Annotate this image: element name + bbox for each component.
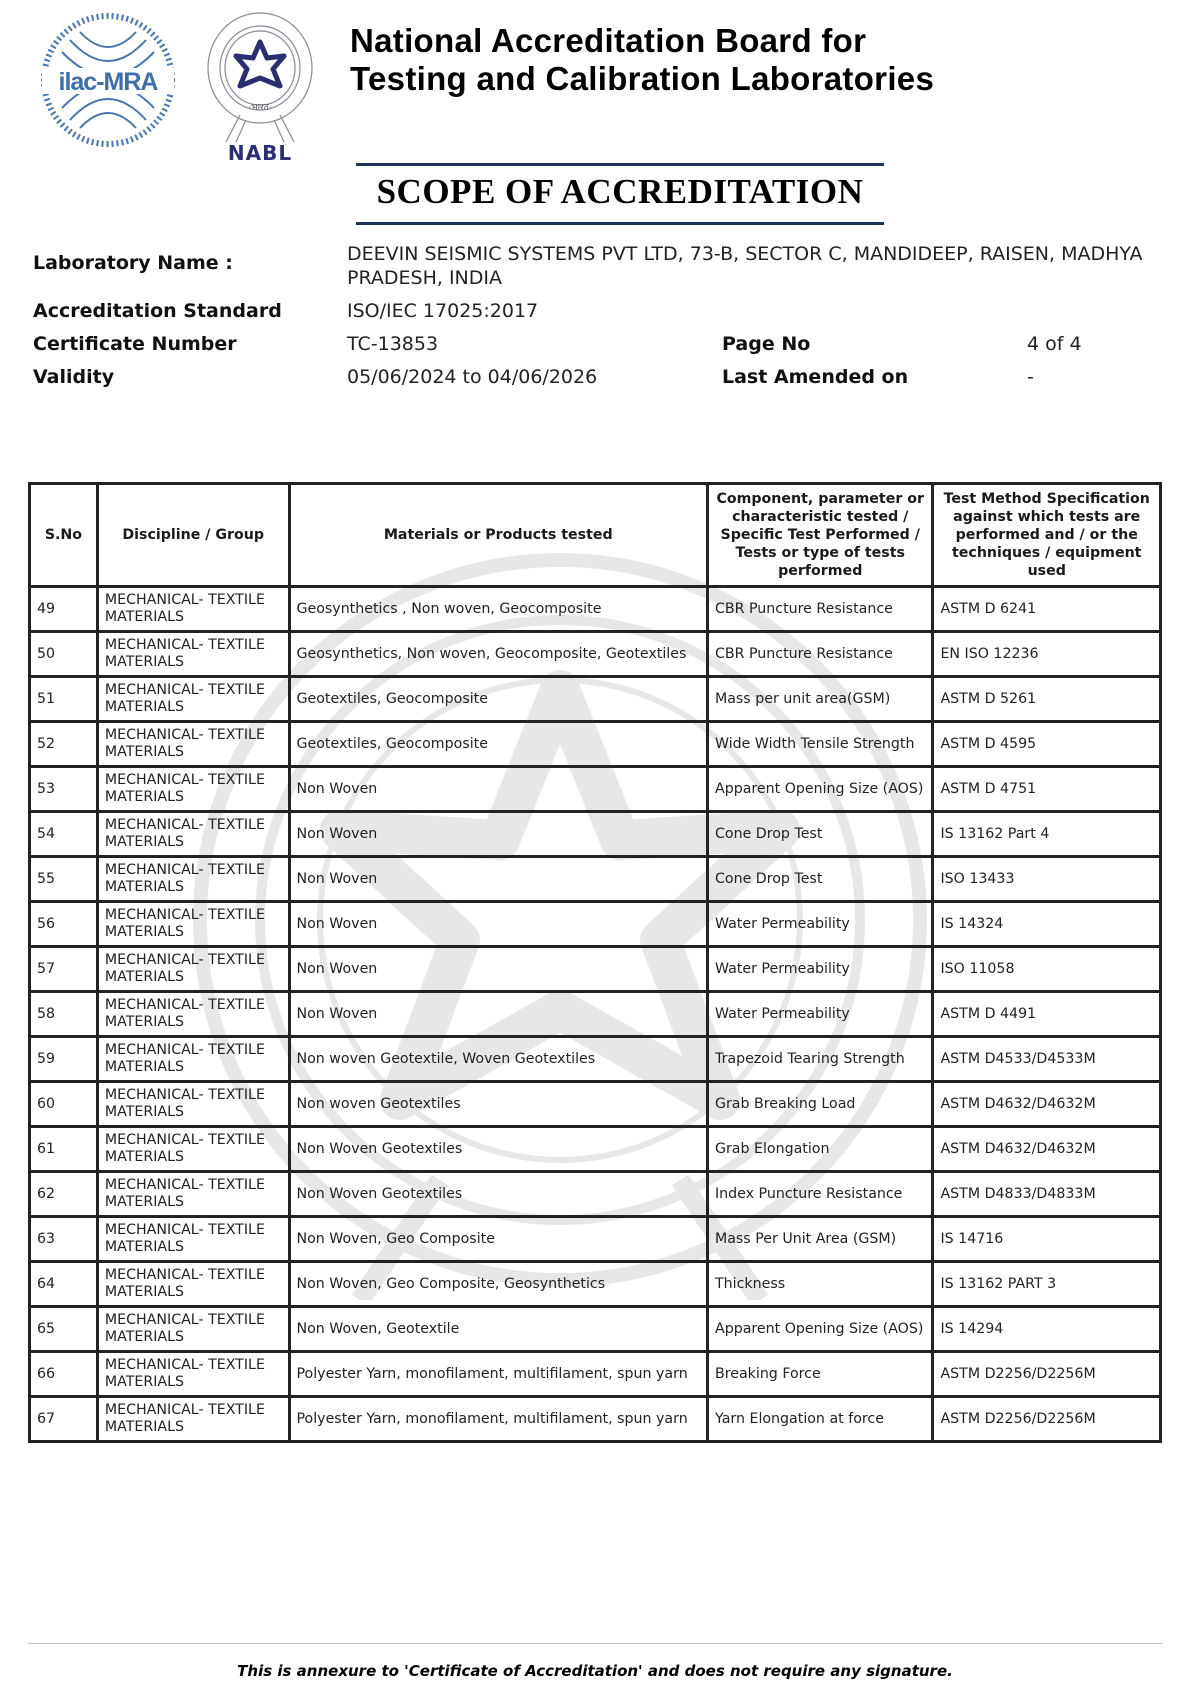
organization-title (350, 22, 934, 98)
validity-label: Validity (33, 366, 115, 388)
standard-value: ISO/IEC 17025:2017 (347, 300, 539, 322)
cell-sno: 50 (30, 632, 98, 677)
table-row (30, 722, 1161, 767)
lab-name-line-2: PRADESH, INDIA (347, 267, 502, 289)
standard-label: Accreditation Standard (33, 300, 282, 322)
lab-name-label: Laboratory Name : (33, 252, 233, 274)
cell-test-method: IS 14294 (933, 1307, 1161, 1352)
header-discipline: Discipline / Group (97, 484, 289, 587)
cell-sno: 49 (30, 587, 98, 632)
cell-materials: Geotextiles, Geocomposite (289, 722, 707, 767)
organization-title-line-2: Testing and Calibration Laboratories (350, 60, 935, 97)
table-row (30, 857, 1161, 902)
cell-materials: Non Woven, Geotextile (289, 1307, 707, 1352)
cell-test-method: ISO 11058 (933, 947, 1161, 992)
table-row (30, 767, 1161, 812)
cell-sno: 67 (30, 1397, 98, 1442)
cell-materials: Non woven Geotextiles (289, 1082, 707, 1127)
cell-sno: 57 (30, 947, 98, 992)
cell-sno: 52 (30, 722, 98, 767)
header-test-method: Test Method Specification against which tests are performed and / or the techniques / equipment used (933, 484, 1161, 587)
cell-materials: Non Woven, Geo Composite, Geosynthetics (289, 1262, 707, 1307)
cell-discipline: MECHANICAL- TEXTILE MATERIALS (97, 947, 289, 992)
nabl-logo-text: NABL (227, 141, 293, 165)
table-body (30, 587, 1161, 1442)
cell-materials: Non Woven (289, 857, 707, 902)
organization-title-line-1: National Accreditation Board for (350, 22, 867, 59)
ilac-mra-logo-text: ilac-MRA (58, 68, 158, 96)
cell-test-method: ISO 13433 (933, 857, 1161, 902)
header-sno: S.No (30, 484, 98, 587)
cell-sno: 64 (30, 1262, 98, 1307)
cell-sno: 51 (30, 677, 98, 722)
nabl-logo-inner-text: ·भारत· (248, 103, 272, 113)
cell-discipline: MECHANICAL- TEXTILE MATERIALS (97, 1082, 289, 1127)
cell-materials: Geosynthetics, Non woven, Geocomposite, Geotextiles (289, 632, 707, 677)
nabl-star-icon (236, 42, 284, 86)
cell-materials: Non Woven Geotextiles (289, 1127, 707, 1172)
cell-component: Water Permeability (707, 947, 932, 992)
cell-materials: Geotextiles, Geocomposite (289, 677, 707, 722)
cell-component: Thickness (707, 1262, 932, 1307)
cell-component: Apparent Opening Size (AOS) (707, 767, 932, 812)
page-number-label: Page No (722, 333, 811, 355)
cell-component: Mass Per Unit Area (GSM) (707, 1217, 932, 1262)
cell-test-method: ASTM D 6241 (933, 587, 1161, 632)
table-row (30, 947, 1161, 992)
cell-component: Wide Width Tensile Strength (707, 722, 932, 767)
table-row (30, 902, 1161, 947)
cell-materials: Non Woven Geotextiles (289, 1172, 707, 1217)
cell-discipline: MECHANICAL- TEXTILE MATERIALS (97, 1217, 289, 1262)
lab-name-line-1: DEEVIN SEISMIC SYSTEMS PVT LTD, 73-B, SECTOR C, MANDIDEEP, RAISEN, MADHYA (347, 243, 1143, 265)
cell-test-method: IS 14324 (933, 902, 1161, 947)
table-row (30, 1307, 1161, 1352)
cell-materials: Non woven Geotextile, Woven Geotextiles (289, 1037, 707, 1082)
cell-test-method: ASTM D4833/D4833M (933, 1172, 1161, 1217)
table-row (30, 1262, 1161, 1307)
cell-materials: Polyester Yarn, monofilament, multifilament, spun yarn (289, 1352, 707, 1397)
cell-sno: 58 (30, 992, 98, 1037)
cell-test-method: ASTM D2256/D2256M (933, 1352, 1161, 1397)
cell-sno: 63 (30, 1217, 98, 1262)
cell-test-method: ASTM D 4491 (933, 992, 1161, 1037)
validity-value: 05/06/2024 to 04/06/2026 (347, 366, 598, 388)
cell-test-method: ASTM D2256/D2256M (933, 1397, 1161, 1442)
table-row (30, 1397, 1161, 1442)
cell-sno: 54 (30, 812, 98, 857)
cell-test-method: EN ISO 12236 (933, 632, 1161, 677)
document-title: SCOPE OF ACCREDITATION (376, 172, 864, 211)
cell-test-method: ASTM D4632/D4632M (933, 1127, 1161, 1172)
cell-sno: 59 (30, 1037, 98, 1082)
table-row (30, 1352, 1161, 1397)
cell-discipline: MECHANICAL- TEXTILE MATERIALS (97, 767, 289, 812)
cell-component: Breaking Force (707, 1352, 932, 1397)
header-component: Component, parameter or characteristic tested / Specific Test Performed / Tests or type of tests performed (707, 484, 932, 587)
cell-sno: 65 (30, 1307, 98, 1352)
cell-materials: Non Woven, Geo Composite (289, 1217, 707, 1262)
cell-sno: 66 (30, 1352, 98, 1397)
cell-component: Grab Breaking Load (707, 1082, 932, 1127)
ilac-mra-logo (40, 12, 176, 148)
cell-materials: Non Woven (289, 902, 707, 947)
cell-test-method: IS 14716 (933, 1217, 1161, 1262)
cell-test-method: IS 13162 Part 4 (933, 812, 1161, 857)
cell-sno: 62 (30, 1172, 98, 1217)
table-row (30, 1127, 1161, 1172)
cell-test-method: ASTM D 4751 (933, 767, 1161, 812)
cell-sno: 61 (30, 1127, 98, 1172)
cell-component: CBR Puncture Resistance (707, 632, 932, 677)
cell-test-method: ASTM D4632/D4632M (933, 1082, 1161, 1127)
cell-test-method: ASTM D4533/D4533M (933, 1037, 1161, 1082)
cell-component: Cone Drop Test (707, 857, 932, 902)
table-row (30, 812, 1161, 857)
cell-sno: 55 (30, 857, 98, 902)
lab-name-value (347, 242, 1143, 290)
table-row (30, 1172, 1161, 1217)
cell-materials: Geosynthetics , Non woven, Geocomposite (289, 587, 707, 632)
table-row (30, 1217, 1161, 1262)
footer-note: This is annexure to 'Certificate of Accreditation' and does not require any signature. (237, 1662, 953, 1680)
cell-discipline: MECHANICAL- TEXTILE MATERIALS (97, 992, 289, 1037)
cell-discipline: MECHANICAL- TEXTILE MATERIALS (97, 1307, 289, 1352)
cell-component: Index Puncture Resistance (707, 1172, 932, 1217)
last-amended-label: Last Amended on (722, 366, 909, 388)
cell-component: CBR Puncture Resistance (707, 587, 932, 632)
cell-component: Cone Drop Test (707, 812, 932, 857)
cell-component: Mass per unit area(GSM) (707, 677, 932, 722)
cell-materials: Non Woven (289, 767, 707, 812)
cell-sno: 60 (30, 1082, 98, 1127)
cell-discipline: MECHANICAL- TEXTILE MATERIALS (97, 812, 289, 857)
last-amended-value: - (1027, 366, 1034, 388)
cell-discipline: MECHANICAL- TEXTILE MATERIALS (97, 902, 289, 947)
cell-materials: Non Woven (289, 947, 707, 992)
certificate-number-label: Certificate Number (33, 333, 237, 355)
cell-discipline: MECHANICAL- TEXTILE MATERIALS (97, 1127, 289, 1172)
cell-component: Yarn Elongation at force (707, 1397, 932, 1442)
cell-sno: 56 (30, 902, 98, 947)
cell-discipline: MECHANICAL- TEXTILE MATERIALS (97, 722, 289, 767)
table-row (30, 1037, 1161, 1082)
cell-materials: Non Woven (289, 812, 707, 857)
cell-component: Water Permeability (707, 902, 932, 947)
table-row (30, 587, 1161, 632)
table-row (30, 1082, 1161, 1127)
cell-discipline: MECHANICAL- TEXTILE MATERIALS (97, 587, 289, 632)
document-title-box (356, 163, 884, 225)
table-row (30, 992, 1161, 1037)
cell-discipline: MECHANICAL- TEXTILE MATERIALS (97, 632, 289, 677)
cell-test-method: IS 13162 PART 3 (933, 1262, 1161, 1307)
cell-test-method: ASTM D 4595 (933, 722, 1161, 767)
table-row (30, 632, 1161, 677)
cell-discipline: MECHANICAL- TEXTILE MATERIALS (97, 1397, 289, 1442)
footer-divider (28, 1643, 1162, 1644)
cell-component: Water Permeability (707, 992, 932, 1037)
cell-discipline: MECHANICAL- TEXTILE MATERIALS (97, 857, 289, 902)
cell-component: Grab Elongation (707, 1127, 932, 1172)
cell-test-method: ASTM D 5261 (933, 677, 1161, 722)
certificate-number-value: TC-13853 (347, 333, 439, 355)
cell-discipline: MECHANICAL- TEXTILE MATERIALS (97, 677, 289, 722)
page-number-value: 4 of 4 (1027, 333, 1082, 355)
header-materials: Materials or Products tested (289, 484, 707, 587)
cell-discipline: MECHANICAL- TEXTILE MATERIALS (97, 1262, 289, 1307)
cell-discipline: MECHANICAL- TEXTILE MATERIALS (97, 1172, 289, 1217)
table-row (30, 677, 1161, 722)
nabl-logo (200, 10, 320, 165)
cell-sno: 53 (30, 767, 98, 812)
cell-discipline: MECHANICAL- TEXTILE MATERIALS (97, 1352, 289, 1397)
cell-discipline: MECHANICAL- TEXTILE MATERIALS (97, 1037, 289, 1082)
table-header-row (30, 484, 1161, 587)
cell-materials: Non Woven (289, 992, 707, 1037)
cell-component: Trapezoid Tearing Strength (707, 1037, 932, 1082)
scope-table (28, 482, 1162, 1443)
cell-component: Apparent Opening Size (AOS) (707, 1307, 932, 1352)
cell-materials: Polyester Yarn, monofilament, multifilament, spun yarn (289, 1397, 707, 1442)
